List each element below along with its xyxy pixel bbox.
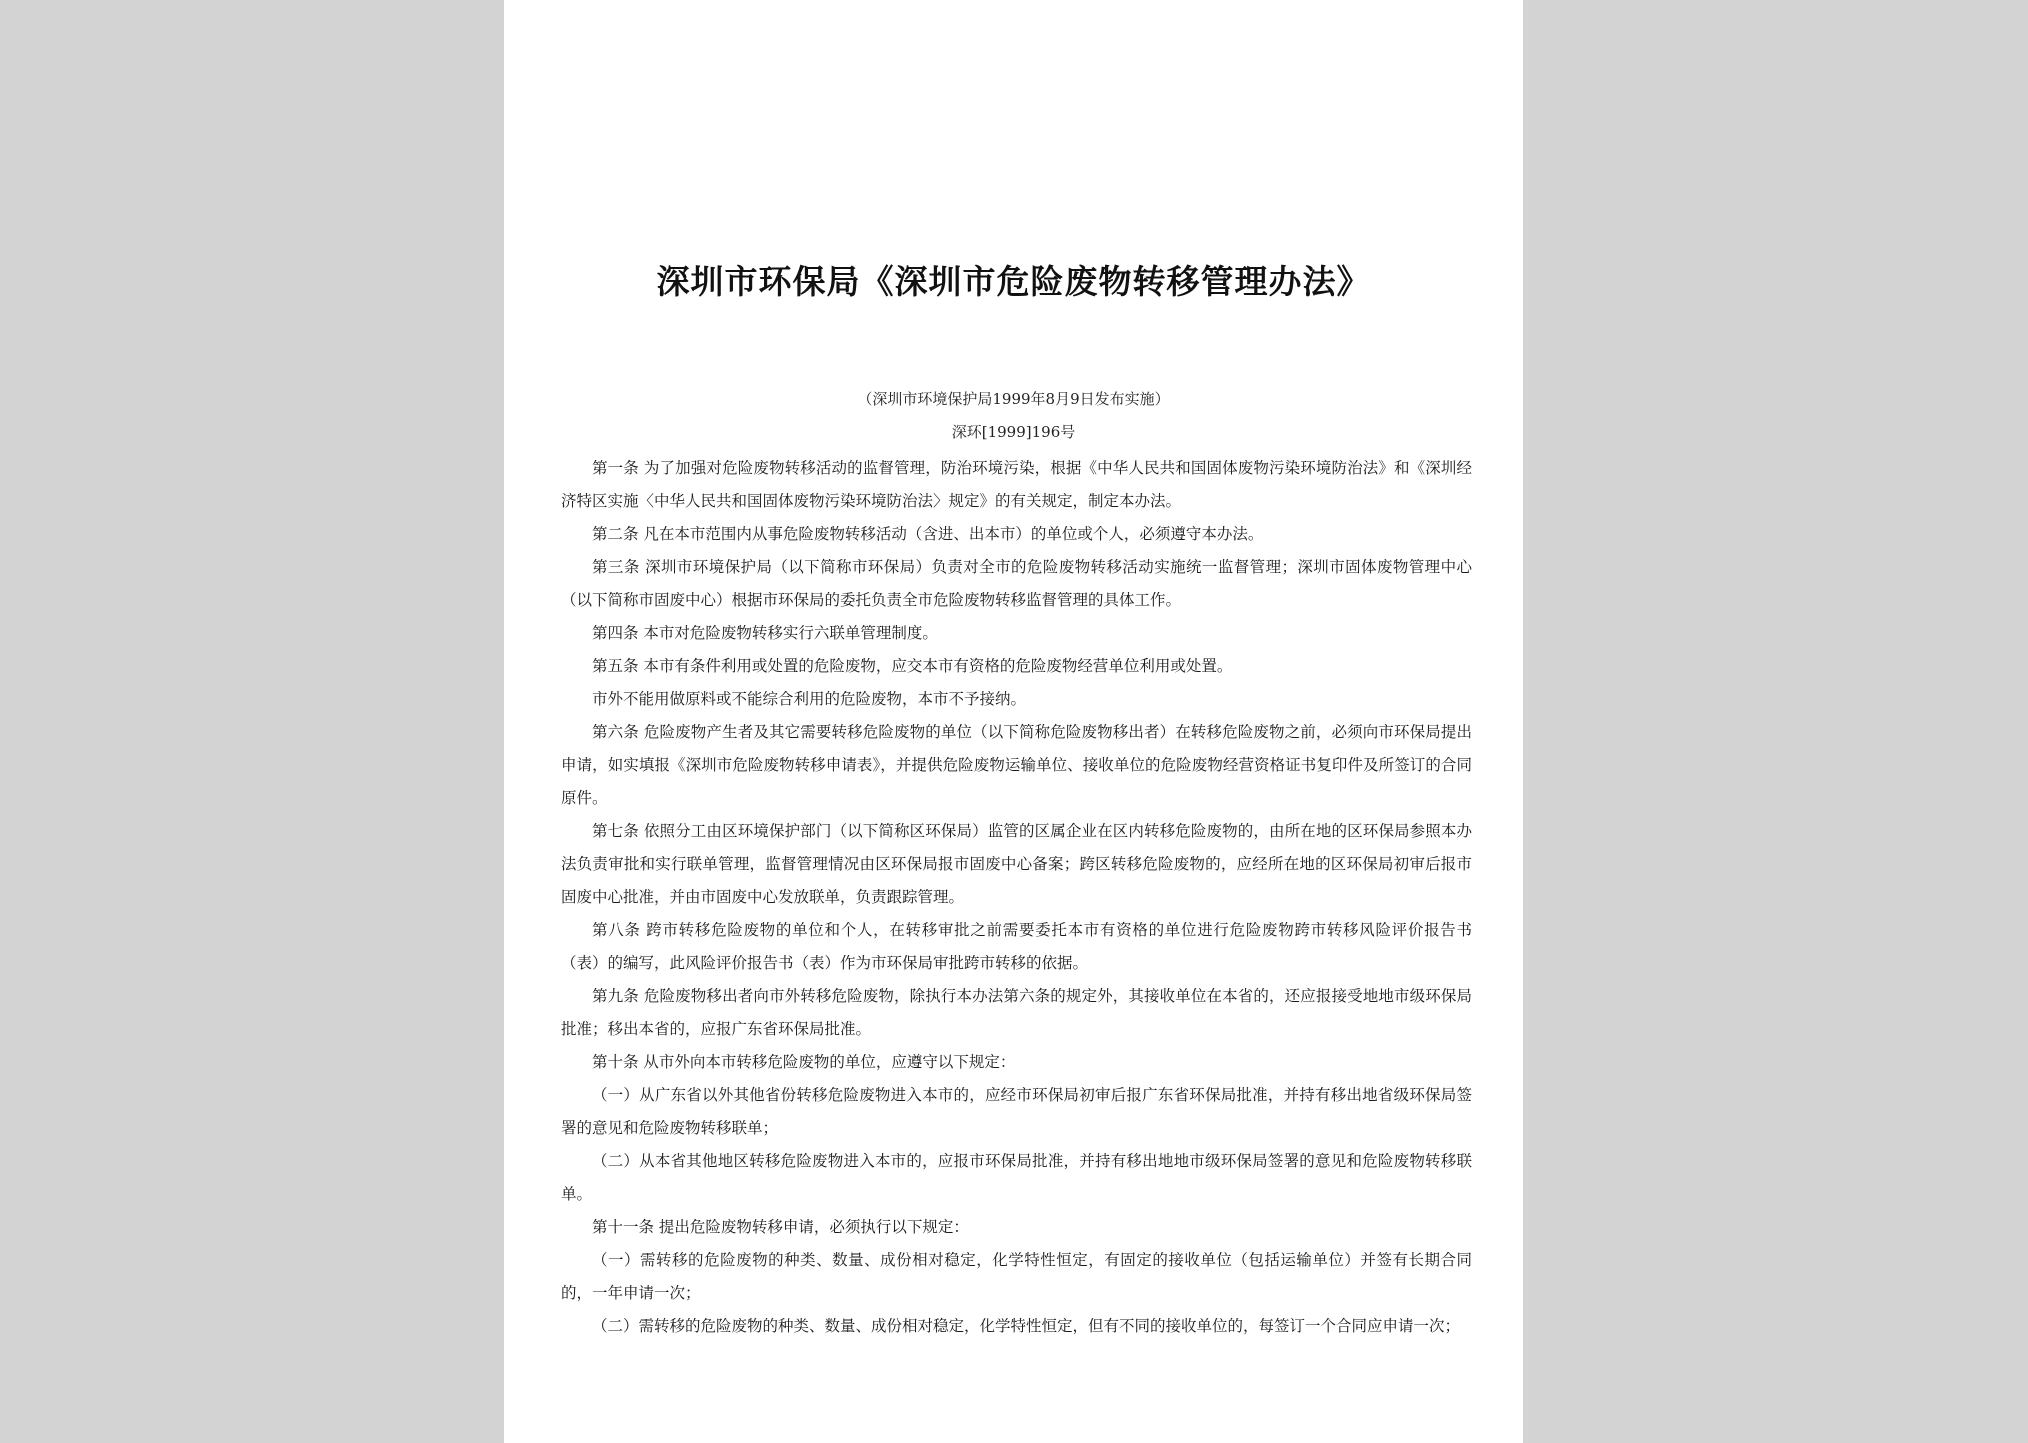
article-10-item-1: （一）从广东省以外其他省份转移危险废物进入本市的，应经市环保局初审后报广东省环保局批准，并持有移出地省级环保局签署的意见和危险废物转移联单；	[561, 1086, 1472, 1137]
article-1: 第一条 为了加强对危险废物转移活动的监督管理，防治环境污染，根据《中华人民共和国固体废物污染环境防治法》和《深圳经济特区实施〈中华人民共和国固体废物污染环境防治法〉规定》的有关规定，制定本办法。	[561, 459, 1472, 510]
article-8: 第八条 跨市转移危险废物的单位和个人，在转移审批之前需要委托本市有资格的单位进行危险废物跨市转移风险评价报告书（表）的编写，此风险评价报告书（表）作为市环保局审批跨市转移的依据。	[561, 921, 1472, 972]
article-11-item-2: （二）需转移的危险废物的种类、数量、成份相对稳定，化学特性恒定，但有不同的接收单位的，每签订一个合同应申请一次；	[592, 1317, 1461, 1335]
article-7: 第七条 依照分工由区环境保护部门（以下简称区环保局）监管的区属企业在区内转移危险废物的，由所在地的区环保局参照本办法负责审批和实行联单管理，监督管理情况由区环保局报市固废中心备案；跨区转移危险废物的，应经所在地的区环保局初审后报市固废中心批准，并由市固废中心发放联单，负责跟踪管理。	[561, 822, 1472, 906]
article-11: 第十一条 提出危险废物转移申请，必须执行以下规定：	[592, 1218, 969, 1236]
article-5: 第五条 本市有条件利用或处置的危险废物，应交本市有资格的危险废物经营单位利用或处置。	[592, 657, 1233, 675]
article-4: 第四条 本市对危险废物转移实行六联单管理制度。	[592, 624, 938, 642]
publication-note: （深圳市环境保护局1999年8月9日发布实施）	[857, 390, 1170, 408]
document-number: 深环[1999]196号	[951, 423, 1076, 441]
article-5-note: 市外不能用做原料或不能综合利用的危险废物，本市不予接纳。	[592, 690, 1027, 708]
article-11-item-1: （一）需转移的危险废物的种类、数量、成份相对稳定，化学特性恒定，有固定的接收单位（包括运输单位）并签有长期合同的，一年申请一次；	[561, 1251, 1472, 1302]
article-9: 第九条 危险废物移出者向市外转移危险废物，除执行本办法第六条的规定外，其接收单位在本省的，还应报接受地地市级环保局批准；移出本省的，应报广东省环保局批准。	[561, 987, 1472, 1038]
document-page	[504, 0, 1523, 1443]
article-2: 第二条 凡在本市范围内从事危险废物转移活动（含进、出本市）的单位或个人，必须遵守本办法。	[592, 525, 1264, 543]
article-3: 第三条 深圳市环境保护局（以下简称市环保局）负责对全市的危险废物转移活动实施统一监督管理；深圳市固体废物管理中心（以下简称市固废中心）根据市环保局的委托负责全市危险废物转移监督管理的具体工作。	[561, 558, 1472, 609]
article-10: 第十条 从市外向本市转移危险废物的单位，应遵守以下规定：	[592, 1053, 1016, 1071]
document-title: 深圳市环保局《深圳市危险废物转移管理办法》	[656, 262, 1371, 301]
article-6: 第六条 危险废物产生者及其它需要转移危险废物的单位（以下简称危险废物移出者）在转移危险废物之前，必须向市环保局提出申请，如实填报《深圳市危险废物转移申请表》，并提供危险废物运输单位、接收单位的危险废物经营资格证书复印件及所签订的合同原件。	[561, 723, 1472, 807]
document-body	[561, 452, 1472, 1343]
article-10-item-2: （二）从本省其他地区转移危险废物进入本市的，应报市环保局批准，并持有移出地地市级环保局签署的意见和危险废物转移联单。	[561, 1152, 1472, 1203]
